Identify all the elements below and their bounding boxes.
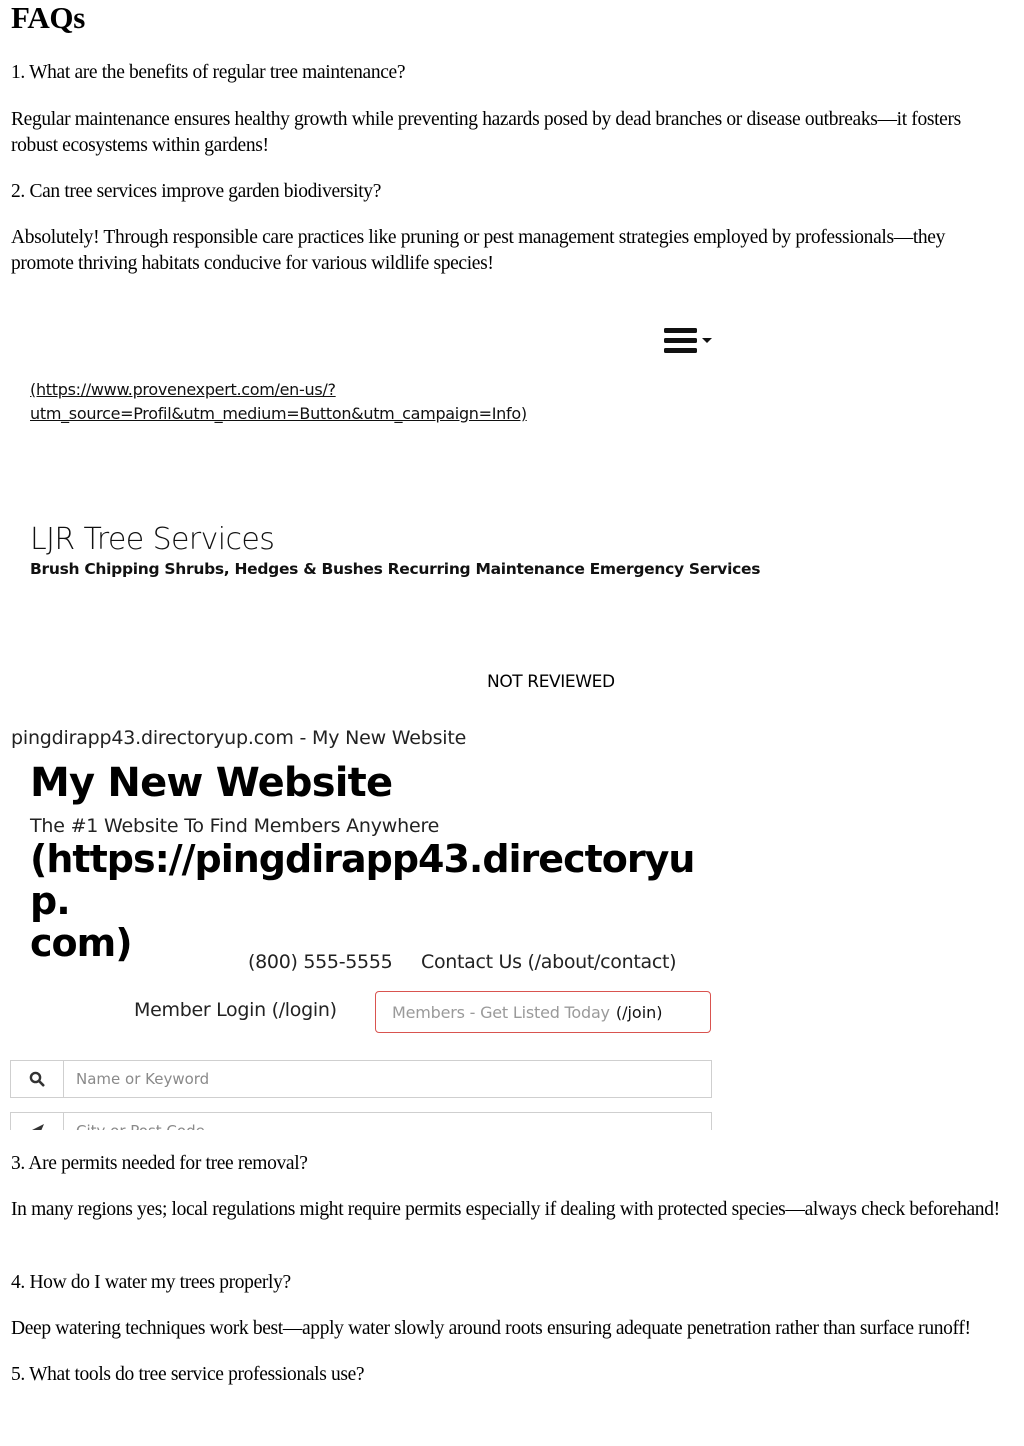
site-url-line-2: com) xyxy=(30,921,132,965)
provenexpert-link-line-1: (https://www.provenexpert.com/en-us/? xyxy=(30,380,336,399)
join-button-label: Members - Get Listed Today xyxy=(392,1002,610,1022)
site-tagline: The #1 Website To Find Members Anywhere xyxy=(30,815,440,837)
location-search-input[interactable] xyxy=(64,1113,711,1130)
site-caption: pingdirapp43.directoryup.com - My New Website xyxy=(11,727,467,749)
join-button[interactable] xyxy=(375,991,711,1033)
review-status-label: NOT REVIEWED xyxy=(487,672,615,692)
member-login-link[interactable]: Member Login (/login) xyxy=(134,999,337,1021)
site-url-line-1: (https://pingdirapp43.directoryup. xyxy=(30,837,695,923)
faq-question-3: 3. Are permits needed for tree removal? xyxy=(11,1153,308,1174)
search-icon[interactable] xyxy=(11,1061,64,1097)
location-arrow-icon[interactable] xyxy=(11,1113,64,1130)
site-url-link[interactable] xyxy=(30,838,720,964)
widget-clip xyxy=(0,1108,720,1130)
faq-heading: FAQs xyxy=(11,0,85,35)
keyword-search-input[interactable] xyxy=(64,1061,711,1097)
faq-answer-1: Regular maintenance ensures healthy growth while preventing hazards posed by dead branches or disease outbreaks—it fosters robust ecosystems within gardens! xyxy=(11,109,961,156)
provenexpert-link-line-2: utm_source=Profil&utm_medium=Button&utm_campaign=Info) xyxy=(30,404,527,423)
business-name: LJR Tree Services xyxy=(30,522,275,557)
hamburger-menu-icon[interactable] xyxy=(664,327,716,357)
business-services: Brush Chipping Shrubs, Hedges & Bushes Recurring Maintenance Emergency Services xyxy=(30,560,761,578)
site-title[interactable]: My New Website xyxy=(30,760,393,806)
keyword-search-row xyxy=(10,1060,712,1098)
faq-question-4: 4. How do I water my trees properly? xyxy=(11,1272,291,1293)
faq-answer-3: In many regions yes; local regulations might require permits especially if dealing with protected species—always check beforehand! xyxy=(11,1199,1000,1220)
faq-question-2: 2. Can tree services improve garden biodiversity? xyxy=(11,181,382,202)
faq-answer-2: Absolutely! Through responsible care practices like pruning or pest management strategies employed by professionals—they promote thriving habitats conducive for various wildlife species! xyxy=(11,227,946,274)
join-button-path: (/join) xyxy=(615,1002,663,1022)
faq-question-1: 1. What are the benefits of regular tree maintenance? xyxy=(11,62,406,83)
location-search-row xyxy=(10,1112,712,1130)
phone-link[interactable]: (800) 555-5555 xyxy=(248,951,393,973)
faq-answer-4: Deep watering techniques work best—apply water slowly around roots ensuring adequate penetration rather than surface runoff! xyxy=(11,1318,971,1339)
provenexpert-link[interactable] xyxy=(30,378,527,426)
contact-link[interactable]: Contact Us (/about/contact) xyxy=(421,951,677,973)
faq-question-5: 5. What tools do tree service professionals use? xyxy=(11,1364,365,1385)
